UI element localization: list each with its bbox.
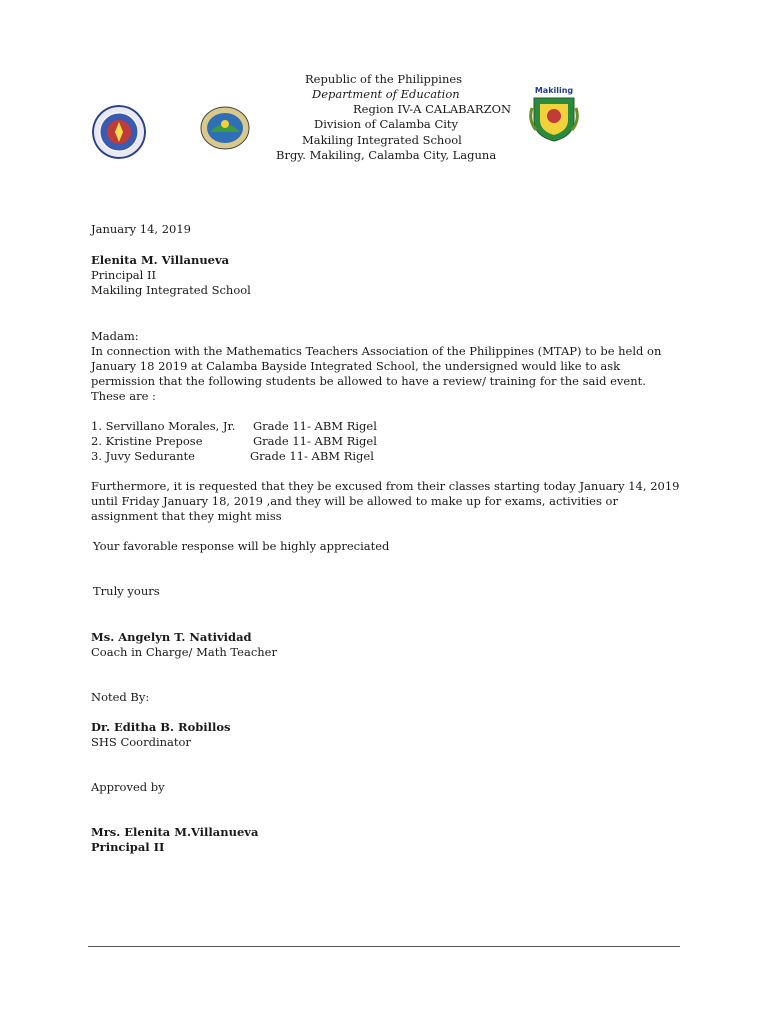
header-division: Division of Calamba City: [314, 117, 459, 131]
recipient-name: Elenita M. Villanueva: [91, 253, 230, 267]
header-region: Region IV-A CALABARZON: [353, 102, 512, 116]
division-seal-icon: [200, 106, 250, 150]
student-grade: Grade 11- ABM Rigel: [253, 419, 377, 433]
footer-divider: [88, 946, 680, 947]
student-name: 3. Juvy Sedurante: [91, 449, 195, 463]
paragraph2-line3: assignment that they might miss: [91, 509, 282, 523]
noted-name: Dr. Editha B. Robillos: [91, 720, 231, 734]
paragraph1-line4: These are :: [91, 389, 156, 403]
paragraph2-line2: until Friday January 18, 2019 ,and they will be allowed to make up for exams, activities or: [91, 494, 618, 508]
header-republic: Republic of the Philippines: [305, 72, 463, 86]
school-logo-text: Makiling: [534, 86, 574, 95]
closing-line: Your favorable response will be highly appreciated: [93, 539, 390, 553]
paragraph1-line3: permission that the following students be allowed to have a review/ training for the said event.: [91, 374, 646, 388]
approved-label: Approved by: [91, 780, 165, 794]
approved-title: Principal II: [91, 840, 165, 854]
header-address: Brgy. Makiling, Calamba City, Laguna: [276, 148, 497, 162]
noted-title: SHS Coordinator: [91, 735, 191, 749]
approved-name: Mrs. Elenita M.Villanueva: [91, 825, 259, 839]
header-school: Makiling Integrated School: [302, 133, 462, 147]
student-grade: Grade 11- ABM Rigel: [253, 434, 377, 448]
student-grade: Grade 11- ABM Rigel: [250, 449, 374, 463]
header-deped: Department of Education: [312, 87, 460, 101]
paragraph1-line1: In connection with the Mathematics Teachers Association of the Philippines (MTAP) to be held on: [91, 344, 662, 358]
letter-date: January 14, 2019: [91, 222, 191, 236]
noted-label: Noted By:: [91, 690, 150, 704]
sender-name: Ms. Angelyn T. Natividad: [91, 630, 252, 644]
paragraph2-line1: Furthermore, it is requested that they be excused from their classes starting today January 14, 2019: [91, 479, 680, 493]
recipient-title: Principal II: [91, 268, 157, 282]
paragraph1-line2: January 18 2019 at Calamba Bayside Integrated School, the undersigned would like to ask: [91, 359, 621, 373]
student-name: 2. Kristine Prepose: [91, 434, 203, 448]
school-logo-icon: [528, 86, 580, 142]
complimentary-close: Truly yours: [93, 584, 160, 598]
recipient-school: Makiling Integrated School: [91, 283, 251, 297]
salutation: Madam:: [91, 329, 139, 343]
sender-title: Coach in Charge/ Math Teacher: [91, 645, 277, 659]
deped-seal-icon: [92, 105, 146, 159]
student-name: 1. Servillano Morales, Jr.: [91, 419, 236, 433]
